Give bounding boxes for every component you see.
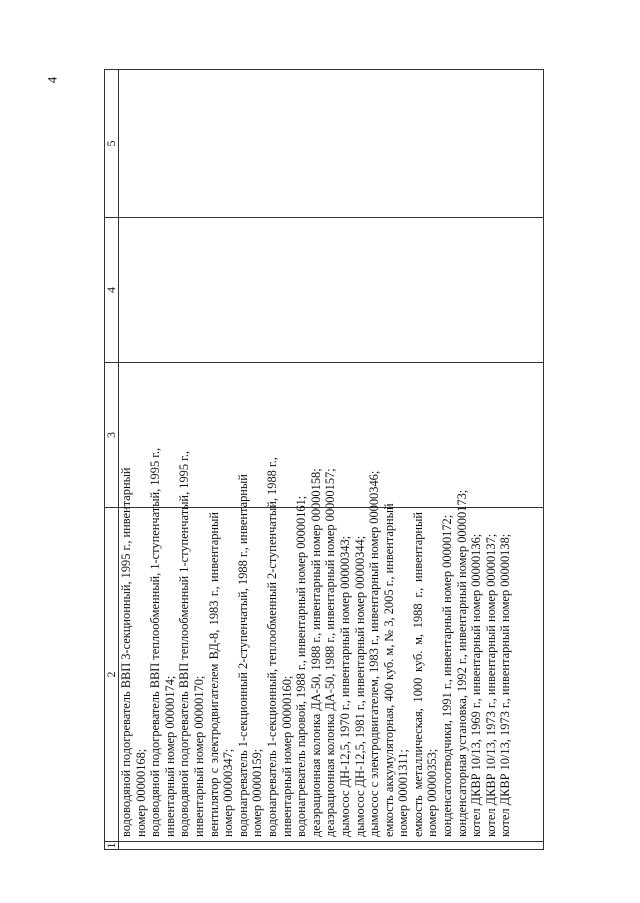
equipment-line: конденсатоотводчики, 1991 г., инвентарный номер 00000172;: [440, 514, 455, 837]
equipment-line: котел ДКВР 10/13, 1973 г., инвентарный номер 00000137;: [483, 533, 498, 837]
equipment-line: инвентарный номер 00000170;: [191, 675, 206, 837]
header-row: [105, 70, 119, 850]
equipment-line: инвентарный номер 00000160;: [279, 675, 294, 837]
column-header-5: 5: [105, 70, 119, 218]
equipment-line: номер 00000347;: [221, 748, 236, 837]
equipment-line: водонагреватель 1-секционный, теплообменный 2-ступенчатый, 1988 г.,: [264, 457, 279, 837]
page-number: 4: [44, 76, 60, 84]
equipment-line: инвентарный номер 00000174;: [162, 675, 177, 837]
equipment-line: водонагреватель паровой, 1988 г., инвентарный номер 00000161;: [294, 495, 309, 837]
column-header-3: 3: [105, 363, 119, 508]
equipment-line: емкость аккумуляторная, 400 куб. м, № 3, 2005 г., инвентарный: [381, 503, 396, 837]
rotated-page-content: [104, 70, 540, 850]
equipment-line: дымосос ДН-12,5, 1970 г., инвентарный номер 00000343;: [337, 535, 352, 837]
equipment-line: номер 00001311;: [396, 749, 411, 837]
equipment-line: котел ДКВР 10/13, 1973 г., инвентарный номер 00000138;: [498, 533, 513, 837]
equipment-line: деаэрационная колонка ДА-50, 1988 г., инвентарный номер 00000157;: [323, 468, 338, 837]
equipment-line: дымосос ДН-12,5, 1981 г., инвентарный номер 00000344;: [352, 535, 367, 837]
column-header-4: 4: [105, 218, 119, 363]
equipment-line: водоводяной подогреватель ВВП 3-секционный, 1995 г., инвентарный: [119, 467, 133, 837]
equipment-line: конденсаторная установка, 1992 г., инвентарный номер 00000173;: [454, 489, 469, 837]
equipment-line: номер 00000159;: [250, 748, 265, 837]
cell-col-4: [119, 218, 544, 363]
equipment-line: дымосос с электродвигателем, 1983 г., инвентарный номер 00000346;: [367, 470, 382, 837]
equipment-line: емкость металлическая, 1000 куб. м, 1988 г., инвентарный: [410, 512, 425, 837]
equipment-line: номер 00000168;: [133, 748, 148, 837]
equipment-line: водоводяной подогреватель ВВП теплообменный, 1-ступенчатый, 1995 г.,: [148, 447, 163, 837]
equipment-line: водоводяной подогреватель ВВП теплообменный 1-ступенчатый, 1995 г.,: [177, 450, 192, 837]
cell-col-5: [119, 70, 544, 218]
equipment-line: вентилятор с электродвигателем ВД-8, 1983 г., инвентарный: [206, 512, 221, 837]
cell-col-1: [119, 842, 544, 850]
equipment-table: [104, 69, 544, 850]
table-row: [119, 70, 544, 850]
column-header-2: 2: [105, 508, 119, 842]
equipment-list-cell: [119, 447, 544, 842]
equipment-line: номер 00000353;: [425, 748, 440, 837]
equipment-line: деаэрационная колонка ДА-50, 1988 г., инвентарный номер 00000158;: [308, 468, 323, 837]
equipment-line: котел ДКВР 10/13, 1969 г., инвентарный номер 00000136;: [469, 533, 484, 837]
equipment-line: водонагреватель 1-секционный 2-ступенчатый, 1988 г., инвентарный: [235, 474, 250, 837]
column-header-1: 1: [104, 842, 118, 849]
